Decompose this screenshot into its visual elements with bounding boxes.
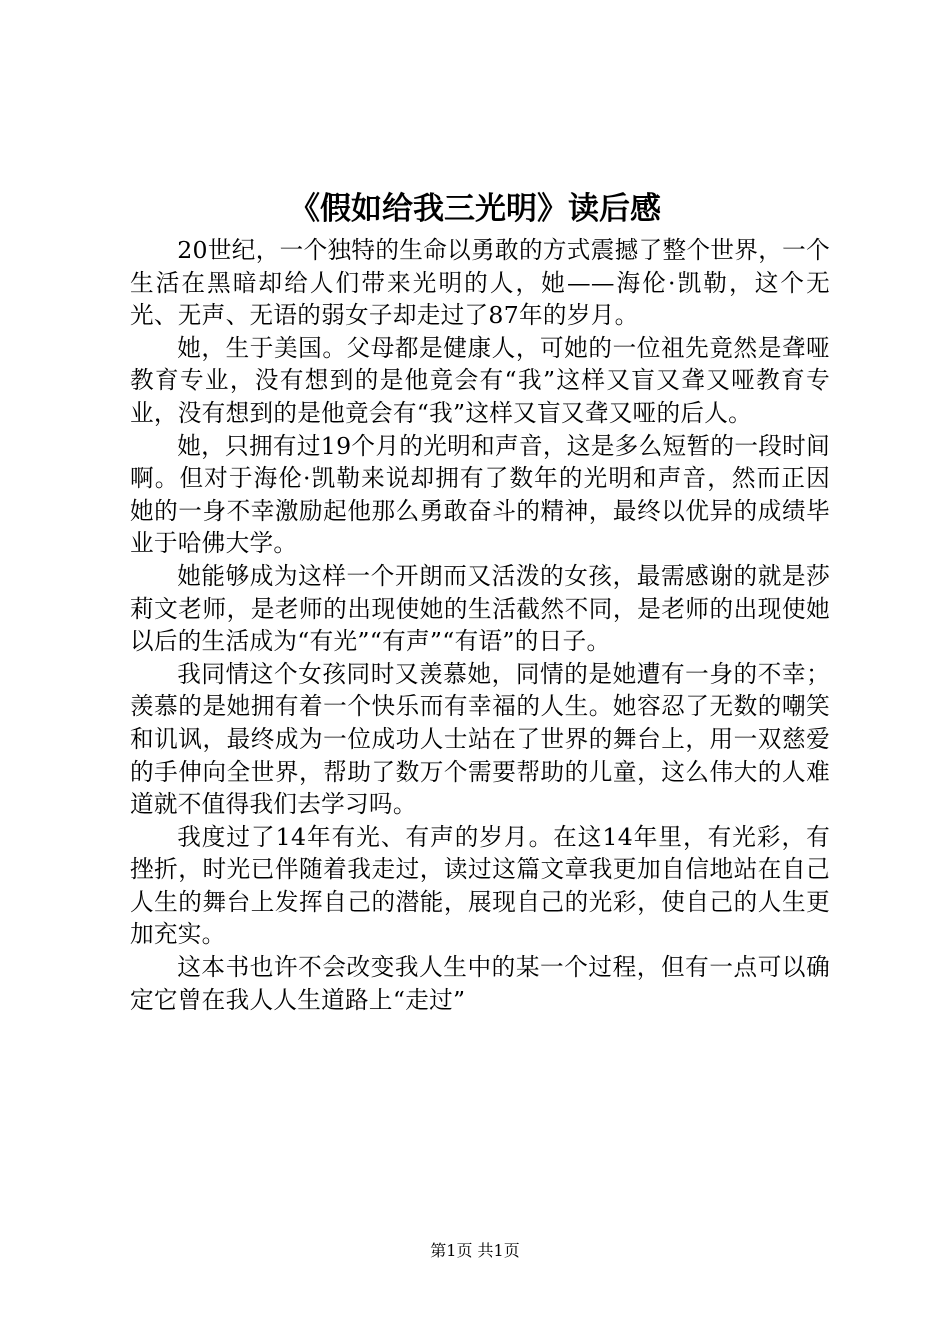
paragraph-5: 我同情这个女孩同时又羡慕她，同情的是她遭有一身的不幸；羡慕的是她拥有着一个快乐而有幸福的人生。她容忍了无数的嘲笑和讥讽，最终成为一位成功人士站在了世界的舞台上，用一双慈爱的手伸向全世界，帮助了数万个需要帮助的儿童，这么伟大的人难道就不值得我们去学习吗。 xyxy=(130,659,830,819)
page-footer: 第1页 共1页 xyxy=(430,1241,520,1260)
paragraph-1: 20世纪，一个独特的生命以勇敢的方式震撼了整个世界，一个生活在黑暗却给人们带来光明的人，她——海伦·凯勒，这个无光、无声、无语的弱女子却走过了87年的岁月。 xyxy=(130,236,830,330)
document-body xyxy=(130,234,830,1016)
paragraph-4: 她能够成为这样一个开朗而又活泼的女孩，最需感谢的就是莎莉文老师，是老师的出现使她的生活截然不同，是老师的出现使她以后的生活成为“有光”“有声”“有语”的日子。 xyxy=(130,561,830,656)
document-title: 《假如给我三光明》读后感 xyxy=(289,191,661,227)
paragraph-6: 我度过了14年有光、有声的岁月。在这14年里，有光彩，有挫折，时光已伴随着我走过，读过这篇文章我更加自信地站在自己人生的舞台上发挥自己的潜能，展现自己的光彩，使自己的人生更加充实。 xyxy=(130,822,830,949)
paragraph-3: 她，只拥有过19个月的光明和声音，这是多么短暂的一段时间啊。但对于海伦·凯勒来说却拥有了数年的光明和声音，然而正因她的一身不幸激励起他那么勇敢奋斗的精神，最终以优异的成绩毕业于哈佛大学。 xyxy=(130,431,830,558)
paragraph-2: 她，生于美国。父母都是健康人，可她的一位祖先竟然是聋哑教育专业，没有想到的是他竟会有“我”这样又盲又聋又哑教育专业，没有想到的是他竟会有“我”这样又盲又聋又哑的后人。 xyxy=(130,333,830,427)
paragraph-7: 这本书也许不会改变我人生中的某一个过程，但有一点可以确定它曾在我人人生道路上“走过” xyxy=(130,953,830,1014)
